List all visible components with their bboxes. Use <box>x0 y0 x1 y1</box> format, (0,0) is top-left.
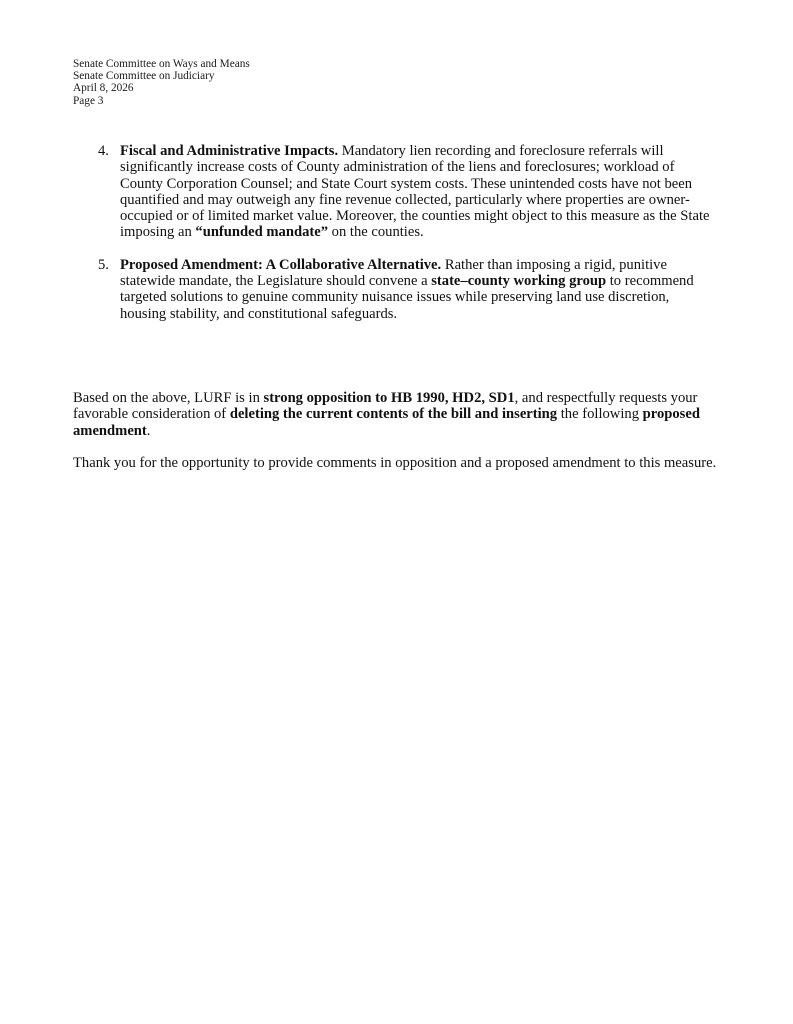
conclusion-paragraph <box>73 390 718 439</box>
conclusion-text: . <box>146 422 151 439</box>
conclusion-text: the following <box>557 406 643 423</box>
list-item-fiscal-impacts <box>98 143 718 241</box>
list-item-body-end: to recommend targeted solutions to genuine community nuisance issues while preserving land use discretion, housing stability, and constitutional safeguards. <box>120 273 694 322</box>
list-item-emphasis: “unfunded mandate” <box>195 224 329 241</box>
list-item-title: Proposed Amendment: A Collaborative Alternative. <box>120 256 442 273</box>
list-item-emphasis: state–county working group <box>431 273 607 290</box>
list-item-text <box>120 143 718 241</box>
header-committee-2: Senate Committee on Judiciary <box>73 70 215 83</box>
list-item-body: Rather than imposing a rigid, punitive statewide mandate, the Legislature should convene a <box>120 256 667 290</box>
list-item-proposed-amendment <box>98 257 718 322</box>
list-item-text <box>120 257 718 322</box>
list-item-number: 5. <box>98 256 109 273</box>
list-item-title: Fiscal and Administrative Impacts. <box>120 143 339 159</box>
list-item-number: 4. <box>98 143 109 159</box>
header-date: April 8, 2026 <box>73 82 134 95</box>
list-item-body: Mandatory lien recording and foreclosure referrals will significantly increase costs of County administration of the liens and foreclosures; workload of County Corporation Counsel; and State Court system costs. These unintended costs have not been quantified and may outweigh any fine revenue collected, particularly where properties are owner-occupied or of limited market value. Moreover, the counties might object to this measure as the State imposing an <box>120 143 710 241</box>
numbered-list <box>98 143 718 338</box>
list-item-body-end: on the counties. <box>328 224 424 241</box>
conclusion-position: strong opposition to HB 1990, HD2, SD1 <box>263 390 515 406</box>
conclusion-text: Based on the above, LURF is in <box>73 390 264 406</box>
header-committee-1: Senate Committee on Ways and Means <box>73 58 250 70</box>
header-page-number: Page 3 <box>73 94 104 107</box>
page-header <box>73 58 250 107</box>
conclusion-amendment: proposed amendment <box>73 406 700 439</box>
thanks-paragraph: Thank you for the opportunity to provide comments in opposition and a proposed amendment to this measure. <box>73 455 717 471</box>
conclusion-text: , and respectfully requests your favorable consideration of <box>73 390 698 423</box>
conclusion-request: deleting the current contents of the bill and inserting <box>229 406 558 423</box>
